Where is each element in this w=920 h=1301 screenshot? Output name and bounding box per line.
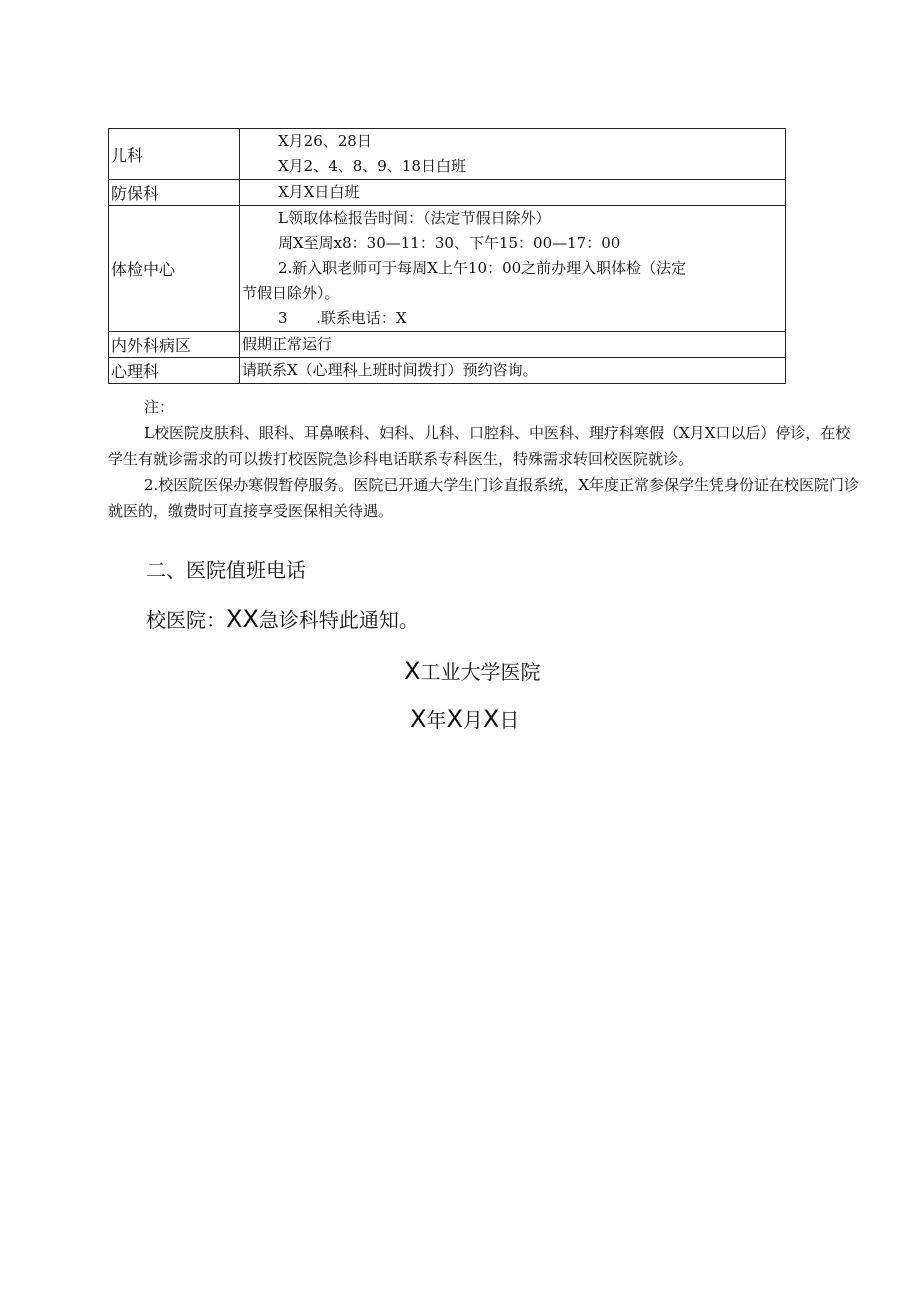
org-name: 工业大学医院	[420, 660, 541, 684]
hotline-suffix: 急诊科特此通知。	[258, 608, 419, 632]
date-day-unit: 日	[499, 708, 520, 732]
schedule-line: 请联系X（心理科上班时间拨打）预约咨询。	[242, 361, 538, 379]
table-row	[109, 332, 786, 358]
dept-cell: 内外科病区	[109, 332, 240, 358]
hotline-prefix: 校医院：	[146, 608, 226, 632]
table-row	[109, 206, 786, 332]
schedule-line: 3 .联系电话：X	[278, 309, 407, 327]
schedule-cell	[240, 358, 786, 384]
schedule-line: 节假日除外）。	[242, 284, 340, 302]
hotline-number: XX	[226, 605, 259, 633]
schedule-table	[108, 128, 786, 384]
signature-org	[404, 656, 540, 685]
date-year: X	[410, 705, 427, 733]
table-row	[109, 358, 786, 384]
schedule-cell	[240, 180, 786, 206]
note-item: L校医院皮肤科、眼科、耳鼻喉科、妇科、儿科、口腔科、中医科、理疗科寒假（X月X口以后）停诊，在校学生有就诊需求的可以拨打校医院急诊科电话联系专科医生，特殊需求转回校医院就诊。	[108, 424, 851, 468]
table-row	[109, 180, 786, 206]
schedule-line: X月X日白班	[278, 183, 360, 201]
dept-cell: 防保科	[109, 180, 240, 206]
schedule-line: L领取体检报告时间：（法定节假日除外）	[278, 209, 551, 227]
dept-cell: 儿科	[109, 129, 240, 180]
dept-cell: 心理科	[109, 358, 240, 384]
date-day: X	[482, 705, 500, 733]
schedule-cell	[240, 332, 786, 358]
schedule-line: X月2、4、8、9、18日白班	[278, 157, 466, 175]
schedule-line: 2.新入职老师可于每周X上午10：00之前办理入职体检（法定	[278, 259, 687, 277]
schedule-line: X月26、28日	[278, 132, 372, 150]
schedule-line: 假期正常运行	[242, 335, 333, 353]
org-placeholder: X	[404, 657, 421, 685]
table-row	[109, 129, 786, 180]
notes-label: 注：	[144, 398, 175, 416]
hotline-text	[146, 604, 419, 633]
date-year-unit: 年	[426, 708, 447, 732]
schedule-line: 周X至周x8：30—11：30、下午15：00—17：00	[278, 234, 621, 252]
section-heading: 二、医院值班电话	[146, 558, 306, 582]
date-month-unit: 月	[462, 708, 483, 732]
schedule-cell	[240, 129, 786, 180]
schedule-cell	[240, 206, 786, 332]
signature-date	[410, 704, 519, 733]
date-month: X	[446, 705, 463, 733]
dept-cell: 体检中心	[109, 206, 240, 332]
note-item: 2.校医院医保办寒假暂停服务。医院已开通大学生门诊直报系统，X年度正常参保学生凭身份证在校医院门诊就医的，缴费时可直接享受医保相关待遇。	[108, 476, 859, 520]
notes-section	[108, 394, 860, 524]
